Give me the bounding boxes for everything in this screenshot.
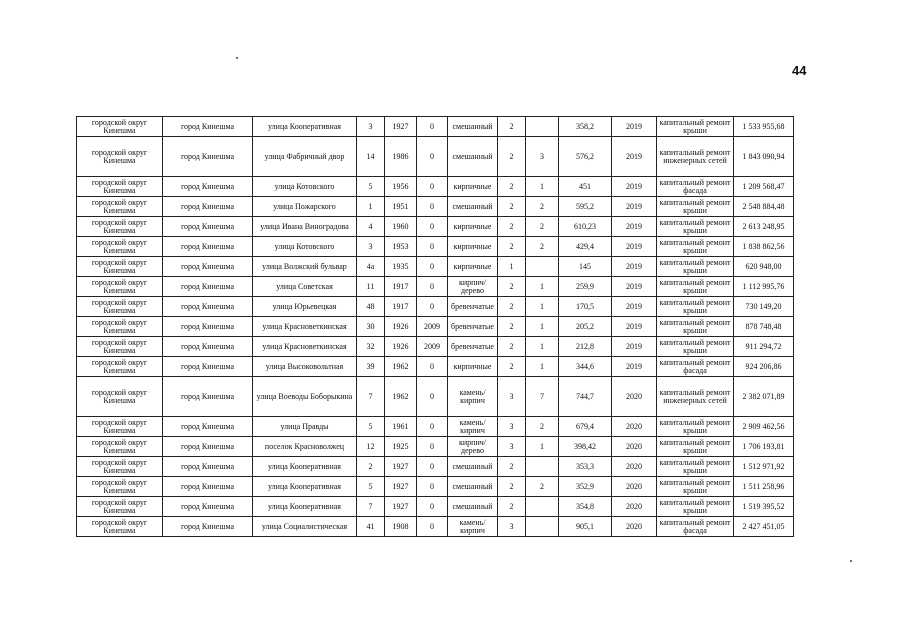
plan-year-cell: 2020 [612, 517, 657, 537]
locality-cell: город Кинешма [163, 477, 253, 497]
floors-cell: 2 [498, 317, 526, 337]
house-number-cell: 5 [357, 477, 385, 497]
entrances-cell: 2 [526, 217, 559, 237]
house-number-cell: 2 [357, 457, 385, 477]
area-cell: 145 [559, 257, 612, 277]
wall-material-cell: кирпичные [448, 357, 498, 377]
wall-material-cell: бревенчатые [448, 337, 498, 357]
street-cell: улица Волжский бульвар [253, 257, 357, 277]
street-cell: улица Социалистическая [253, 517, 357, 537]
locality-cell: город Кинешма [163, 337, 253, 357]
street-cell: улица Ивана Виноградова [253, 217, 357, 237]
municipality-cell: городской округ Кинешма [77, 457, 163, 477]
area-cell: 259,9 [559, 277, 612, 297]
wall-material-cell: смешанный [448, 137, 498, 177]
table-row [77, 437, 794, 457]
table-row [77, 117, 794, 137]
locality-cell: город Кинешма [163, 517, 253, 537]
work-type-cell: капитальный ремонт крыши [657, 217, 734, 237]
year-built-cell: 1927 [385, 477, 417, 497]
wall-material-cell: смешанный [448, 197, 498, 217]
municipality-cell: городской округ Кинешма [77, 317, 163, 337]
plan-year-cell: 2020 [612, 417, 657, 437]
year-built-cell: 1926 [385, 337, 417, 357]
year-reconstructed-cell: 2009 [417, 337, 448, 357]
street-cell: улица Пожарского [253, 197, 357, 217]
table-row [77, 417, 794, 437]
year-reconstructed-cell: 0 [417, 517, 448, 537]
year-reconstructed-cell: 0 [417, 417, 448, 437]
locality-cell: город Кинешма [163, 117, 253, 137]
cost-cell: 2 427 451,05 [734, 517, 794, 537]
table-row [77, 197, 794, 217]
floors-cell: 3 [498, 517, 526, 537]
work-type-cell: капитальный ремонт крыши [657, 337, 734, 357]
plan-year-cell: 2020 [612, 437, 657, 457]
work-type-cell: капитальный ремонт фасада [657, 177, 734, 197]
plan-year-cell: 2019 [612, 137, 657, 177]
locality-cell: город Кинешма [163, 357, 253, 377]
house-number-cell: 3 [357, 117, 385, 137]
year-built-cell: 1960 [385, 217, 417, 237]
floors-cell: 2 [498, 477, 526, 497]
entrances-cell: 1 [526, 177, 559, 197]
year-built-cell: 1917 [385, 277, 417, 297]
area-cell: 451 [559, 177, 612, 197]
year-reconstructed-cell: 0 [417, 437, 448, 457]
floors-cell: 2 [498, 297, 526, 317]
floors-cell: 2 [498, 497, 526, 517]
floors-cell: 3 [498, 437, 526, 457]
floors-cell: 2 [498, 177, 526, 197]
municipality-cell: городской округ Кинешма [77, 437, 163, 457]
entrances-cell [526, 457, 559, 477]
wall-material-cell: камень/кирпич [448, 417, 498, 437]
entrances-cell: 3 [526, 137, 559, 177]
year-built-cell: 1925 [385, 437, 417, 457]
street-cell: улица Кооперативная [253, 497, 357, 517]
plan-year-cell: 2020 [612, 457, 657, 477]
street-cell: улица Котовского [253, 177, 357, 197]
locality-cell: город Кинешма [163, 317, 253, 337]
work-type-cell: капитальный ремонт крыши [657, 117, 734, 137]
wall-material-cell: камень/кирпич [448, 517, 498, 537]
house-number-cell: 7 [357, 497, 385, 517]
wall-material-cell: смешанный [448, 497, 498, 517]
work-type-cell: капитальный ремонт крыши [657, 417, 734, 437]
floors-cell: 2 [498, 117, 526, 137]
table-body [77, 117, 794, 537]
entrances-cell [526, 497, 559, 517]
year-built-cell: 1927 [385, 117, 417, 137]
year-reconstructed-cell: 0 [417, 457, 448, 477]
year-reconstructed-cell: 0 [417, 377, 448, 417]
year-reconstructed-cell: 0 [417, 177, 448, 197]
street-cell: поселок Красноволжец [253, 437, 357, 457]
cost-cell: 1 519 395,52 [734, 497, 794, 517]
year-reconstructed-cell: 0 [417, 277, 448, 297]
entrances-cell: 2 [526, 477, 559, 497]
house-number-cell: 5 [357, 177, 385, 197]
street-cell: улица Высоковольтная [253, 357, 357, 377]
plan-year-cell: 2020 [612, 377, 657, 417]
year-built-cell: 1986 [385, 137, 417, 177]
plan-year-cell: 2019 [612, 277, 657, 297]
floors-cell: 3 [498, 417, 526, 437]
street-cell: улица Кооперативная [253, 457, 357, 477]
year-reconstructed-cell: 0 [417, 257, 448, 277]
entrances-cell: 2 [526, 417, 559, 437]
work-type-cell: капитальный ремонт крыши [657, 197, 734, 217]
house-number-cell: 41 [357, 517, 385, 537]
work-type-cell: капитальный ремонт крыши [657, 497, 734, 517]
plan-year-cell: 2019 [612, 217, 657, 237]
house-number-cell: 5 [357, 417, 385, 437]
municipality-cell: городской округ Кинешма [77, 237, 163, 257]
house-number-cell: 1 [357, 197, 385, 217]
year-reconstructed-cell: 0 [417, 297, 448, 317]
scan-speck [850, 560, 852, 562]
year-built-cell: 1935 [385, 257, 417, 277]
year-reconstructed-cell: 0 [417, 137, 448, 177]
locality-cell: город Кинешма [163, 417, 253, 437]
locality-cell: город Кинешма [163, 177, 253, 197]
cost-cell: 1 533 955,68 [734, 117, 794, 137]
plan-year-cell: 2019 [612, 237, 657, 257]
municipality-cell: городской округ Кинешма [77, 217, 163, 237]
cost-cell: 1 843 090,94 [734, 137, 794, 177]
scan-speck [236, 57, 238, 59]
cost-cell: 911 294,72 [734, 337, 794, 357]
locality-cell: город Кинешма [163, 237, 253, 257]
table-row [77, 377, 794, 417]
wall-material-cell: кирпичные [448, 257, 498, 277]
year-built-cell: 1927 [385, 457, 417, 477]
wall-material-cell: бревенчатые [448, 297, 498, 317]
municipality-cell: городской округ Кинешма [77, 257, 163, 277]
floors-cell: 2 [498, 137, 526, 177]
plan-year-cell: 2020 [612, 497, 657, 517]
cost-cell: 2 613 248,95 [734, 217, 794, 237]
area-cell: 353,3 [559, 457, 612, 477]
work-type-cell: капитальный ремонт крыши [657, 277, 734, 297]
street-cell: улица Кооперативная [253, 117, 357, 137]
street-cell: улица Красноветкинская [253, 337, 357, 357]
locality-cell: город Кинешма [163, 257, 253, 277]
entrances-cell: 1 [526, 277, 559, 297]
wall-material-cell: кирпичные [448, 177, 498, 197]
floors-cell: 1 [498, 257, 526, 277]
work-type-cell: капитальный ремонт инженерных сетей [657, 377, 734, 417]
municipality-cell: городской округ Кинешма [77, 357, 163, 377]
area-cell: 744,7 [559, 377, 612, 417]
work-type-cell: капитальный ремонт фасада [657, 517, 734, 537]
wall-material-cell: смешанный [448, 117, 498, 137]
area-cell: 905,1 [559, 517, 612, 537]
street-cell: улица Котовского [253, 237, 357, 257]
plan-year-cell: 2019 [612, 337, 657, 357]
work-type-cell: капитальный ремонт крыши [657, 317, 734, 337]
floors-cell: 2 [498, 237, 526, 257]
street-cell: улица Юрьевецкая [253, 297, 357, 317]
municipality-cell: городской округ Кинешма [77, 517, 163, 537]
locality-cell: город Кинешма [163, 277, 253, 297]
wall-material-cell: кирпичные [448, 217, 498, 237]
area-cell: 595,2 [559, 197, 612, 217]
wall-material-cell: бревенчатые [448, 317, 498, 337]
municipality-cell: городской округ Кинешма [77, 277, 163, 297]
table-row [77, 357, 794, 377]
municipality-cell: городской округ Кинешма [77, 377, 163, 417]
wall-material-cell: смешанный [448, 457, 498, 477]
area-cell: 344,6 [559, 357, 612, 377]
year-built-cell: 1962 [385, 377, 417, 417]
year-reconstructed-cell: 0 [417, 197, 448, 217]
locality-cell: город Кинешма [163, 137, 253, 177]
table-row [77, 297, 794, 317]
cost-cell: 620 948,00 [734, 257, 794, 277]
plan-year-cell: 2019 [612, 177, 657, 197]
year-built-cell: 1953 [385, 237, 417, 257]
house-number-cell: 14 [357, 137, 385, 177]
municipality-cell: городской округ Кинешма [77, 297, 163, 317]
plan-year-cell: 2019 [612, 257, 657, 277]
work-type-cell: капитальный ремонт крыши [657, 457, 734, 477]
wall-material-cell: кирпичные [448, 237, 498, 257]
entrances-cell [526, 257, 559, 277]
year-built-cell: 1908 [385, 517, 417, 537]
cost-cell: 2 548 884,48 [734, 197, 794, 217]
work-type-cell: капитальный ремонт крыши [657, 437, 734, 457]
house-number-cell: 30 [357, 317, 385, 337]
table-row [77, 497, 794, 517]
cost-cell: 1 512 971,92 [734, 457, 794, 477]
area-cell: 576,2 [559, 137, 612, 177]
locality-cell: город Кинешма [163, 297, 253, 317]
house-number-cell: 4а [357, 257, 385, 277]
table-row [77, 317, 794, 337]
work-type-cell: капитальный ремонт фасада [657, 357, 734, 377]
locality-cell: город Кинешма [163, 437, 253, 457]
area-cell: 352,9 [559, 477, 612, 497]
area-cell: 358,2 [559, 117, 612, 137]
page-number: 44 [792, 63, 807, 78]
plan-year-cell: 2019 [612, 297, 657, 317]
entrances-cell: 1 [526, 357, 559, 377]
area-cell: 354,8 [559, 497, 612, 517]
table-row [77, 277, 794, 297]
table-row [77, 337, 794, 357]
house-number-cell: 3 [357, 237, 385, 257]
street-cell: улица Красноветкинская [253, 317, 357, 337]
year-reconstructed-cell: 2009 [417, 317, 448, 337]
cost-cell: 924 206,86 [734, 357, 794, 377]
cost-cell: 1 511 258,96 [734, 477, 794, 497]
street-cell: улица Воеводы Боборыкина [253, 377, 357, 417]
area-cell: 429,4 [559, 237, 612, 257]
street-cell: улица Правды [253, 417, 357, 437]
cost-cell: 1 838 862,56 [734, 237, 794, 257]
entrances-cell [526, 517, 559, 537]
area-cell: 212,8 [559, 337, 612, 357]
cost-cell: 878 748,48 [734, 317, 794, 337]
plan-year-cell: 2019 [612, 117, 657, 137]
entrances-cell [526, 117, 559, 137]
area-cell: 679,4 [559, 417, 612, 437]
year-built-cell: 1951 [385, 197, 417, 217]
municipality-cell: городской округ Кинешма [77, 417, 163, 437]
street-cell: улица Советская [253, 277, 357, 297]
work-type-cell: капитальный ремонт крыши [657, 257, 734, 277]
wall-material-cell: камень/кирпич [448, 377, 498, 417]
year-built-cell: 1917 [385, 297, 417, 317]
house-number-cell: 7 [357, 377, 385, 417]
cost-cell: 2 382 071,89 [734, 377, 794, 417]
year-built-cell: 1961 [385, 417, 417, 437]
floors-cell: 2 [498, 217, 526, 237]
year-built-cell: 1927 [385, 497, 417, 517]
municipality-cell: городской округ Кинешма [77, 337, 163, 357]
table-row [77, 517, 794, 537]
cost-cell: 2 909 462,56 [734, 417, 794, 437]
locality-cell: город Кинешма [163, 497, 253, 517]
house-number-cell: 4 [357, 217, 385, 237]
area-cell: 398,42 [559, 437, 612, 457]
locality-cell: город Кинешма [163, 377, 253, 417]
table-row [77, 177, 794, 197]
work-type-cell: капитальный ремонт крыши [657, 477, 734, 497]
floors-cell: 2 [498, 337, 526, 357]
entrances-cell: 7 [526, 377, 559, 417]
street-cell: улица Фабричный двор [253, 137, 357, 177]
entrances-cell: 1 [526, 337, 559, 357]
house-number-cell: 11 [357, 277, 385, 297]
floors-cell: 3 [498, 377, 526, 417]
area-cell: 205,2 [559, 317, 612, 337]
table-row [77, 137, 794, 177]
municipality-cell: городской округ Кинешма [77, 177, 163, 197]
plan-year-cell: 2020 [612, 477, 657, 497]
work-type-cell: капитальный ремонт инженерных сетей [657, 137, 734, 177]
wall-material-cell: кирпич/дерево [448, 277, 498, 297]
housing-repair-table [76, 116, 794, 537]
municipality-cell: городской округ Кинешма [77, 497, 163, 517]
year-built-cell: 1926 [385, 317, 417, 337]
floors-cell: 2 [498, 457, 526, 477]
year-reconstructed-cell: 0 [417, 117, 448, 137]
municipality-cell: городской округ Кинешма [77, 477, 163, 497]
year-reconstructed-cell: 0 [417, 237, 448, 257]
municipality-cell: городской округ Кинешма [77, 197, 163, 217]
table-row [77, 477, 794, 497]
plan-year-cell: 2019 [612, 317, 657, 337]
table-row [77, 457, 794, 477]
year-reconstructed-cell: 0 [417, 357, 448, 377]
entrances-cell: 1 [526, 317, 559, 337]
cost-cell: 1 112 995,76 [734, 277, 794, 297]
table-row [77, 237, 794, 257]
area-cell: 170,5 [559, 297, 612, 317]
cost-cell: 1 209 568,47 [734, 177, 794, 197]
municipality-cell: городской округ Кинешма [77, 137, 163, 177]
cost-cell: 730 149,20 [734, 297, 794, 317]
year-reconstructed-cell: 0 [417, 497, 448, 517]
floors-cell: 2 [498, 197, 526, 217]
year-reconstructed-cell: 0 [417, 217, 448, 237]
plan-year-cell: 2019 [612, 197, 657, 217]
year-built-cell: 1962 [385, 357, 417, 377]
year-reconstructed-cell: 0 [417, 477, 448, 497]
year-built-cell: 1956 [385, 177, 417, 197]
entrances-cell: 2 [526, 237, 559, 257]
locality-cell: город Кинешма [163, 217, 253, 237]
locality-cell: город Кинешма [163, 197, 253, 217]
house-number-cell: 32 [357, 337, 385, 357]
work-type-cell: капитальный ремонт крыши [657, 237, 734, 257]
plan-year-cell: 2019 [612, 357, 657, 377]
locality-cell: город Кинешма [163, 457, 253, 477]
table-row [77, 217, 794, 237]
house-number-cell: 39 [357, 357, 385, 377]
entrances-cell: 2 [526, 197, 559, 217]
entrances-cell: 1 [526, 437, 559, 457]
area-cell: 610,23 [559, 217, 612, 237]
entrances-cell: 1 [526, 297, 559, 317]
house-number-cell: 12 [357, 437, 385, 457]
table-row [77, 257, 794, 277]
wall-material-cell: кирпич/дерево [448, 437, 498, 457]
street-cell: улица Кооперативная [253, 477, 357, 497]
wall-material-cell: смешанный [448, 477, 498, 497]
municipality-cell: городской округ Кинешма [77, 117, 163, 137]
cost-cell: 1 706 193,81 [734, 437, 794, 457]
floors-cell: 2 [498, 277, 526, 297]
work-type-cell: капитальный ремонт крыши [657, 297, 734, 317]
floors-cell: 2 [498, 357, 526, 377]
house-number-cell: 48 [357, 297, 385, 317]
